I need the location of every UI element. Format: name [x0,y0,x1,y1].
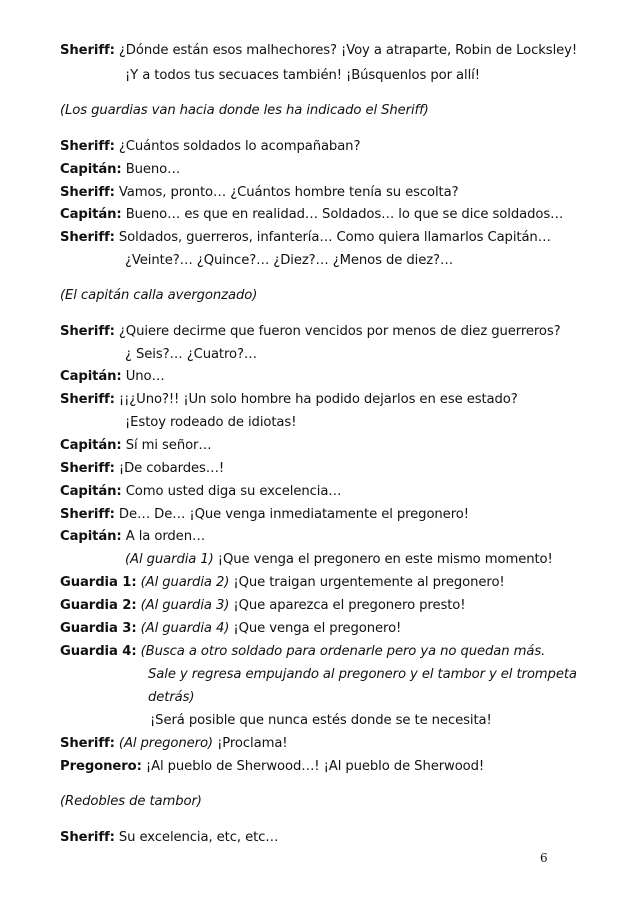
stage-text: (Redobles de tambor) [60,794,202,809]
speaker-label: Capitán: [60,207,122,222]
dialogue-text: Uno… [121,369,165,384]
stage-text: Sale y regresa empujando al pregonero y el tambor y el trompeta [148,667,577,682]
dialogue-text: Como usted diga su excelencia… [121,484,342,499]
dialogue-line [125,66,480,85]
dialogue-text: De… De… ¡Que venga inmediatamente el pregonero! [114,507,469,522]
dialogue-text: ¡¡¿Uno?!! ¡Un solo hombre ha podido dejarlos en ese estado? [114,392,518,407]
dialogue-text: Vamos, pronto… ¿Cuántos hombre tenía su escolta? [114,185,459,200]
dialogue-line [60,160,180,179]
dialogue-text: ¡Será posible que nunca estés donde se te necesita! [150,713,492,728]
page-number: 6 [540,851,548,865]
speaker-label: Guardia 3: [60,621,137,636]
dialogue-line [60,527,205,546]
speaker-label: Sheriff: [60,736,115,751]
speaker-label: Sheriff: [60,43,115,58]
dialogue-text: ¡De cobardes…! [114,461,225,476]
speaker-label: Sheriff: [60,324,115,339]
dialogue-line [60,459,224,478]
dialogue-text: ¡Que traigan urgentemente al pregonero! [229,575,505,590]
speaker-label: Guardia 1: [60,575,137,590]
dialogue-line [60,482,341,501]
dialogue-text: ¿Veinte?… ¿Quince?… ¿Diez?… ¿Menos de diez?… [125,253,454,268]
dialogue-line [60,828,278,847]
stage-direction [60,792,202,811]
dialogue-line [60,205,563,224]
stage-direction [148,665,577,684]
speaker-label: Sheriff: [60,830,115,845]
dialogue-text: Su excelencia, etc, etc… [114,830,279,845]
speaker-label: Sheriff: [60,507,115,522]
dialogue-line [60,183,459,202]
stage-direction [60,101,429,120]
speaker-label: Sheriff: [60,392,115,407]
dialogue-text: Bueno… [121,162,181,177]
speaker-label: Capitán: [60,438,122,453]
dialogue-text: Bueno… es que en realidad… Soldados… lo que se dice soldados… [121,207,564,222]
dialogue-line [60,573,505,592]
speaker-label: Sheriff: [60,185,115,200]
dialogue-text: ¡Que aparezca el pregonero presto! [229,598,466,613]
stage-direction-inline: (Al pregonero) [114,736,213,751]
dialogue-line [60,734,288,753]
stage-text: (Los guardias van hacia donde les ha indicado el Sheriff) [60,103,429,118]
dialogue-text: ¡Estoy rodeado de idiotas! [125,415,297,430]
stage-direction [148,688,194,707]
dialogue-line [60,228,551,247]
dialogue-text: ¿Quiere decirme que fueron vencidos por menos de diez guerreros? [114,324,561,339]
dialogue-text: ¡Al pueblo de Sherwood…! ¡Al pueblo de Sherwood! [141,759,485,774]
dialogue-text: ¡Que venga el pregonero en este mismo momento! [213,552,553,567]
speaker-label: Capitán: [60,529,122,544]
dialogue-line [60,436,211,455]
stage-text: detrás) [148,690,195,705]
dialogue-line [60,596,465,615]
speaker-label: Sheriff: [60,230,115,245]
speaker-label: Sheriff: [60,139,115,154]
dialogue-line [125,251,453,270]
dialogue-line [60,367,165,386]
dialogue-line [125,550,553,569]
stage-direction-inline: (Al guardia 3) [136,598,230,613]
stage-direction-inline: (Al guardia 4) [136,621,230,636]
dialogue-text: ¡Y a todos tus secuaces también! ¡Búsquenlos por allí! [125,68,480,83]
speaker-label: Capitán: [60,484,122,499]
speaker-label: Capitán: [60,369,122,384]
dialogue-text: A la orden… [121,529,206,544]
stage-direction-inline: (Al guardia 2) [136,575,230,590]
dialogue-line [60,390,518,409]
dialogue-line [125,345,257,364]
dialogue-line [60,619,401,638]
dialogue-text: Soldados, guerreros, infantería… Como quiera llamarlos Capitán… [114,230,551,245]
stage-direction-inline: (Al guardia 1) [125,552,214,567]
dialogue-text: ¡Que venga el pregonero! [229,621,402,636]
dialogue-line [125,413,296,432]
dialogue-line [60,41,577,60]
dialogue-text: ¿ Seis?… ¿Cuatro?… [125,347,257,362]
speaker-label: Guardia 2: [60,598,137,613]
dialogue-text: ¿Dónde están esos malhechores? ¡Voy a atraparte, Robin de Locksley! [114,43,578,58]
dialogue-line [60,505,469,524]
dialogue-line [60,137,360,156]
dialogue-line [60,322,561,341]
speaker-label: Guardia 4: [60,644,137,659]
speaker-label: Capitán: [60,162,122,177]
dialogue-line [60,642,545,661]
dialogue-text: Sí mi señor… [121,438,212,453]
stage-direction [60,286,257,305]
speaker-label: Pregonero: [60,759,142,774]
stage-direction-inline: (Busca a otro soldado para ordenarle pero ya no quedan más. [136,644,546,659]
dialogue-text: ¡Proclama! [212,736,288,751]
dialogue-line [60,757,484,776]
speaker-label: Sheriff: [60,461,115,476]
dialogue-line [150,711,492,730]
stage-text: (El capitán calla avergonzado) [60,288,258,303]
dialogue-text: ¿Cuántos soldados lo acompañaban? [114,139,361,154]
